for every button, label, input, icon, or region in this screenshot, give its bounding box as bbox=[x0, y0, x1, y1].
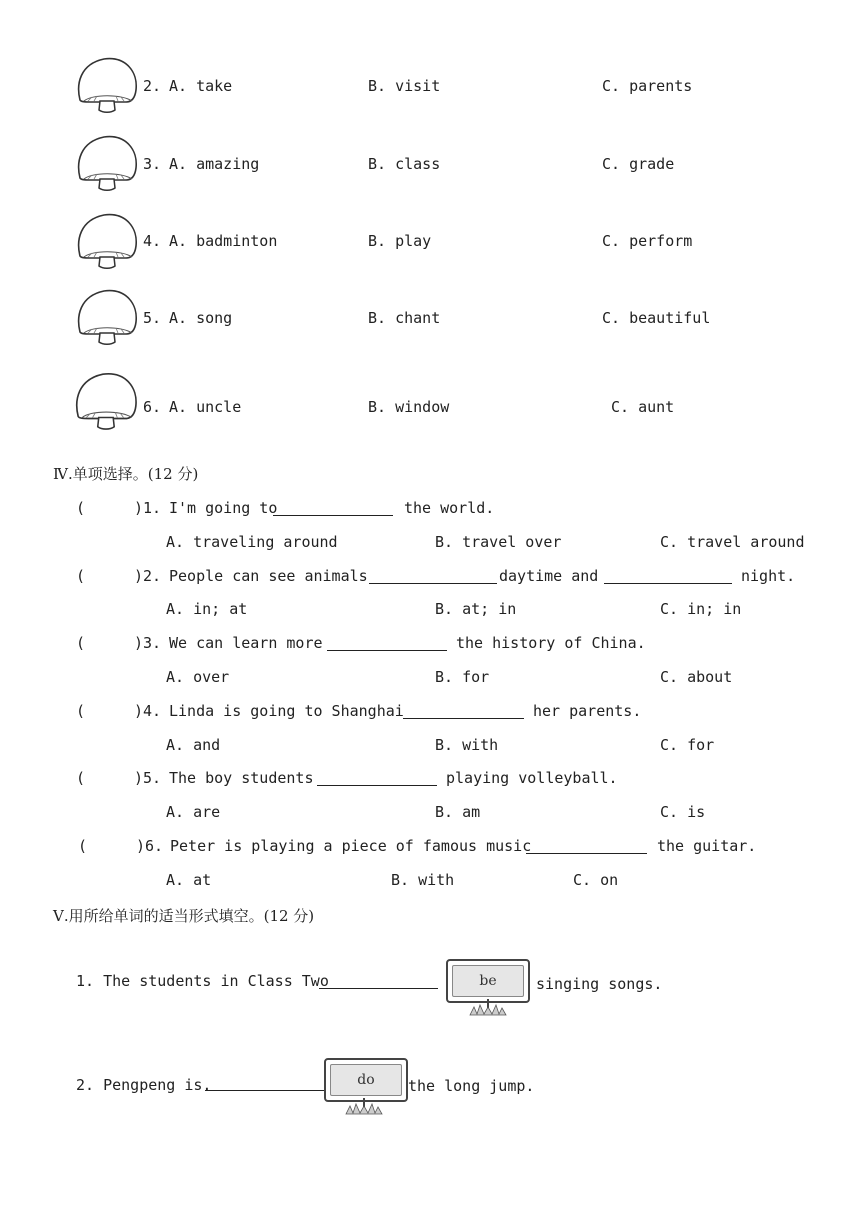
answer-paren-open: ( bbox=[76, 499, 86, 517]
question-stem-end: her parents. bbox=[533, 702, 642, 720]
fill-item-text-end: singing songs. bbox=[536, 975, 663, 993]
mushroom-icon bbox=[74, 286, 142, 348]
grass-icon bbox=[342, 1098, 386, 1116]
answer-blank[interactable] bbox=[273, 501, 393, 516]
question-number: )5. bbox=[134, 769, 162, 787]
fill-item-text: 2. Pengpeng is. bbox=[76, 1076, 212, 1094]
option-b: B. am bbox=[435, 803, 481, 821]
question-stem-end: the world. bbox=[404, 499, 495, 517]
mushroom-icon bbox=[74, 132, 142, 194]
option-c: C. aunt bbox=[611, 398, 675, 416]
answer-blank[interactable] bbox=[604, 569, 732, 584]
option-a: A. badminton bbox=[169, 232, 278, 250]
question-stem-end: the guitar. bbox=[657, 837, 757, 855]
answer-paren-open: ( bbox=[76, 769, 86, 787]
answer-paren-open: ( bbox=[76, 634, 86, 652]
question-stem: Peter is playing a piece of famous music bbox=[170, 837, 532, 855]
option-b: B. with bbox=[391, 871, 455, 889]
answer-blank[interactable] bbox=[205, 1076, 325, 1091]
question-stem: People can see animals bbox=[169, 567, 368, 585]
question-number: 5. bbox=[143, 309, 162, 327]
answer-blank[interactable] bbox=[526, 839, 647, 854]
question-stem-end: night. bbox=[741, 567, 796, 585]
option-a: A. and bbox=[166, 736, 221, 754]
option-c: C. travel around bbox=[660, 533, 805, 551]
option-a: A. uncle bbox=[169, 398, 242, 416]
option-b: B. play bbox=[368, 232, 432, 250]
option-a: A. traveling around bbox=[166, 533, 338, 551]
question-stem-end: the history of China. bbox=[456, 634, 646, 652]
question-number: )6. bbox=[136, 837, 164, 855]
option-b: B. for bbox=[435, 668, 490, 686]
answer-blank[interactable] bbox=[317, 771, 437, 786]
option-b: B. travel over bbox=[435, 533, 562, 551]
question-number: )3. bbox=[134, 634, 162, 652]
option-c: C. beautiful bbox=[602, 309, 711, 327]
option-b: B. chant bbox=[368, 309, 441, 327]
question-number: 4. bbox=[143, 232, 162, 250]
option-a: A. amazing bbox=[169, 155, 260, 173]
question-stem-mid: daytime and bbox=[499, 567, 599, 585]
fill-item-text-end: the long jump. bbox=[408, 1077, 535, 1095]
option-b: B. visit bbox=[368, 77, 441, 95]
section-4-heading: Ⅳ.单项选择。(12 分) bbox=[53, 465, 199, 483]
given-word: be bbox=[452, 965, 524, 997]
question-number: 6. bbox=[143, 398, 162, 416]
option-a: A. song bbox=[169, 309, 233, 327]
option-a: A. at bbox=[166, 871, 212, 889]
question-number: )2. bbox=[134, 567, 162, 585]
answer-blank[interactable] bbox=[327, 636, 447, 651]
question-stem: Linda is going to Shanghai bbox=[169, 702, 404, 720]
option-a: A. take bbox=[169, 77, 233, 95]
option-c: C. is bbox=[660, 803, 706, 821]
option-b: B. window bbox=[368, 398, 450, 416]
option-b: B. class bbox=[368, 155, 441, 173]
word-sign bbox=[446, 959, 530, 1017]
option-c: C. perform bbox=[602, 232, 693, 250]
option-c: C. for bbox=[660, 736, 715, 754]
grass-icon bbox=[466, 999, 510, 1017]
question-stem-end: playing volleyball. bbox=[446, 769, 618, 787]
question-number: 2. bbox=[143, 77, 162, 95]
answer-paren-open: ( bbox=[78, 837, 88, 855]
mushroom-icon bbox=[74, 54, 142, 116]
fill-item-text: 1. The students in Class Two bbox=[76, 972, 329, 990]
option-c: C. in; in bbox=[660, 600, 742, 618]
option-a: A. in; at bbox=[166, 600, 248, 618]
question-stem: We can learn more bbox=[169, 634, 323, 652]
option-b: B. at; in bbox=[435, 600, 517, 618]
option-a: A. over bbox=[166, 668, 230, 686]
given-word: do bbox=[330, 1064, 402, 1096]
option-c: C. about bbox=[660, 668, 733, 686]
question-number: )4. bbox=[134, 702, 162, 720]
answer-blank[interactable] bbox=[319, 974, 438, 989]
answer-paren-open: ( bbox=[76, 702, 86, 720]
option-a: A. are bbox=[166, 803, 221, 821]
answer-paren-open: ( bbox=[76, 567, 86, 585]
mushroom-icon bbox=[74, 210, 142, 272]
option-c: C. grade bbox=[602, 155, 675, 173]
mushroom-icon bbox=[72, 368, 142, 434]
question-number: )1. bbox=[134, 499, 162, 517]
question-stem: The boy students bbox=[169, 769, 314, 787]
section-5-heading: Ⅴ.用所给单词的适当形式填空。(12 分) bbox=[53, 907, 315, 925]
option-c: C. parents bbox=[602, 77, 693, 95]
answer-blank[interactable] bbox=[369, 569, 497, 584]
word-sign bbox=[324, 1058, 408, 1116]
option-b: B. with bbox=[435, 736, 499, 754]
question-number: 3. bbox=[143, 155, 162, 173]
option-c: C. on bbox=[573, 871, 619, 889]
question-stem: I'm going to bbox=[169, 499, 278, 517]
answer-blank[interactable] bbox=[403, 704, 524, 719]
